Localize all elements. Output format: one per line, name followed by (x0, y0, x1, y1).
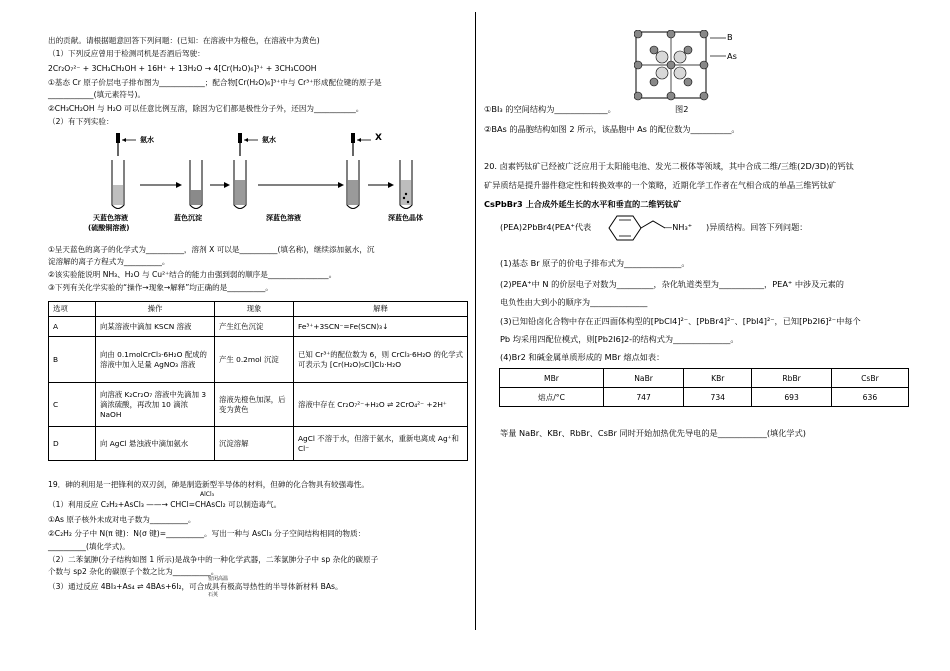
q20-part-4: (4)Br2 和碱金属单质形成的 MBr 熔点如表： (500, 352, 665, 362)
table-cell: 熔点/°C (500, 388, 604, 407)
table-cell: 向某溶液中滴加 KSCN 溶液 (96, 317, 215, 337)
fig2-label-b: B (727, 32, 733, 42)
tube-2-label: 蓝色沉淀 (174, 214, 202, 222)
table-cell: 734 (684, 388, 752, 407)
test-tube-1 (112, 160, 124, 209)
table-header: NaBr (603, 369, 683, 388)
q1-part-a-cont: ____________(填元素符号)。 (48, 90, 146, 99)
q1-title: （1）下列反应曾用于检测司机是否酒后驾驶： (48, 49, 205, 58)
q20-line-4a: (PEA)2PbBr4(PEA⁺代表 (500, 222, 592, 232)
arrow-3 (258, 182, 344, 188)
q-bas: ②BAs 的晶胞结构如图 2 所示，该晶胞中 As 的配位数为__________。 (484, 124, 740, 134)
arrow-4 (368, 182, 394, 188)
q1-part-b: ②CH₃CH₂OH 与 H₂O 可以任意比例互溶，除因为它们都是极性分子外，还因为___________。 (48, 104, 364, 113)
q19-part-1: （1）利用反应 C₂H₂+AsCl₃ ——→ CHCl=CHAsCl₂ 可以制造毒气。 (48, 500, 282, 509)
table-cell: 产生红色沉淀 (215, 317, 294, 337)
experiment-diagram (88, 130, 448, 240)
q2-part-a-cont: 淀溶解的离子方程式为__________。 (48, 257, 170, 266)
table-cell: 747 (603, 388, 683, 407)
table-cell: 向 AgCl 悬浊液中滴加氨水 (96, 427, 215, 461)
tube-1-label: 天蓝色溶液 (93, 214, 128, 222)
table-cell: 向溶液 K₂Cr₂O₇ 溶液中先滴加 3 滴浓硫酸，再改加 10 滴浓 NaOH (96, 383, 215, 427)
reagent-3-label: X (375, 133, 382, 143)
tube-3-label: 深蓝色溶液 (266, 214, 301, 222)
q19-title: 19．砷的利用是一把锋利的双刃剑，砷是制造新型半导体的材料，但砷的化合物具有较强毒性。 (48, 480, 370, 489)
mbr-header-row (500, 369, 909, 388)
q20-line-2: 矿异质结是提升器件稳定性和转换效率的一个策略，近期化学工作者在气相合成的单晶三维钙钛矿 (484, 180, 837, 190)
test-tube-3 (234, 160, 246, 209)
mbr-value-row (500, 388, 909, 407)
table-cell: 636 (831, 388, 908, 407)
q20-part-1: (1)基态 Br 原子的价电子排布式为______________。 (500, 258, 690, 268)
table-header: KBr (684, 369, 752, 388)
q20-line-1: 20. 卤素钙钛矿已经被广泛应用于太阳能电池、发光二极体等领域，其中合成二维/三维(2D/3D)的钙钛 (484, 161, 854, 171)
table-header: CsBr (831, 369, 908, 388)
reagent-2-label: 氨水 (262, 136, 276, 144)
table-cell: Fe³⁺+3SCN⁻=Fe(SCN)₃↓ (294, 317, 468, 337)
mbr-table (499, 368, 909, 407)
table-header: 解释 (294, 302, 468, 317)
q19-part-2: （2）二苯氯胂(分子结构如图 1 所示)是战争中的一种化学武器，二苯氯胂分子中 sp 杂化的碳原子 (48, 555, 379, 564)
column-divider (475, 12, 476, 630)
table-cell: AgCl 不溶于水，但溶于氨水，重新电离成 Ag⁺和 Cl⁻ (294, 427, 468, 461)
table-header: RbBr (752, 369, 832, 388)
q2-part-c: ③下列有关化学实验的“操作→现象→解释”均正确的是__________。 (48, 283, 273, 292)
q19-3-catalyst: 密闭高温 (208, 576, 229, 582)
table-cell: 已知 Cr³⁺的配位数为 6，则 CrCl₃·6H₂O 的化学式可表示为 [Cr(H₂O)₅Cl]Cl₂·H₂O (294, 337, 468, 383)
test-tube-4 (347, 160, 359, 209)
table-header-row (49, 302, 468, 317)
reagent-1-label: 氨水 (140, 136, 154, 144)
experiment-table (48, 301, 468, 461)
fig2-caption: 图2 (675, 104, 689, 114)
table-cell: 沉淀溶解 (215, 427, 294, 461)
q20-part-2-cont: 电负性由大到小的顺序为______________ (500, 297, 648, 307)
dropper-3 (351, 133, 371, 156)
table-cell: D (49, 427, 96, 461)
q19-part-1a: ①As 原子核外未成对电子数为__________。 (48, 515, 196, 524)
q2-part-a: ①呈天蓝色的离子的化学式为__________，溶剂 X 可以是__________(填名称)，继续添加氨水，沉 (48, 245, 375, 254)
table-cell: 693 (752, 388, 832, 407)
bas-crystal-cell (634, 30, 714, 102)
q2-title: （2）有下列实验： (48, 117, 114, 126)
table-header: 现象 (215, 302, 294, 317)
table-row (49, 383, 468, 427)
table-cell: 溶液中存在 Cr₂O₇²⁻+H₂O ⇌ 2CrO₄²⁻ +2H⁺ (294, 383, 468, 427)
q20-line-4b: )异质结构。回答下列问题： (706, 222, 808, 232)
table-cell: C (49, 383, 96, 427)
fig2-leader-lines (710, 34, 730, 59)
arrow-2 (210, 182, 230, 188)
q-bi3: ①BI₃ 的空间结构为_____________。 (484, 104, 616, 114)
dropper-1 (116, 133, 136, 156)
table-header: MBr (500, 369, 604, 388)
q19-part-3: （3）通过反应 4BI₃+As₄ ⇌ 4BAs+6I₂，可合成具有极高导热性的半导体新材料 BAs。 (48, 582, 343, 591)
table-cell: A (49, 317, 96, 337)
table-row (49, 337, 468, 383)
table-cell: 向由 0.1molCrCl₃·6H₂O 配成的溶液中加入足量 AgNO₃ 溶液 (96, 337, 215, 383)
test-tube-2 (190, 160, 202, 209)
q19-part-1b-cont: __________(填化学式)。 (48, 542, 130, 551)
fig2-label-as: As (727, 51, 737, 61)
q20-part-3-cont: Pb 均采用四配位模式，则[Pb2I6]2-的结构式为______________。 (500, 334, 739, 344)
arrow-1 (140, 182, 182, 188)
q20-part-2: (2)PEA⁺中 N 的价层电子对数为_________，杂化轨道类型为___________，PEA⁺ 中涉及元素的 (500, 279, 844, 289)
q1-equation: 2Cr₂O₇²⁻ + 3CH₃CH₂OH + 16H⁺ + 13H₂O → 4[Cr(H₂O)₆]³⁺ + 3CH₃COOH (48, 64, 317, 73)
q20-part-3: (3)已知铅卤化合物中存在正四面体构型的[PbCl4]²⁻、[PbBr4]²⁻、[PbI4]²⁻，已知[Pb2I6]²⁻中每个 (500, 316, 861, 326)
table-cell: B (49, 337, 96, 383)
table-cell: 溶液先橙色加深，后变为黄色 (215, 383, 294, 427)
tube-1-sublabel: (硫酸铜溶液) (88, 224, 130, 232)
table-row (49, 317, 468, 337)
q19-catalyst: AlCl₃ (200, 491, 215, 498)
table-header: 选项 (49, 302, 96, 317)
q20-part-5: 等量 NaBr、KBr、RbBr、CsBr 同时开始加热优先导电的是____________(填化学式) (500, 428, 806, 438)
tube-4-label: 深蓝色晶体 (388, 214, 423, 222)
intro-text: 出的贡献。请根据题意回答下列问题：(已知：在溶液中为橙色，在溶液中为黄色) (48, 36, 320, 45)
q1-part-a: ①基态 Cr 原子价层电子排布图为____________；配合物[Cr(H₂O)₆]³⁺中与 Cr³⁺形成配位键的原子是 (48, 78, 382, 87)
table-cell: 产生 0.2mol 沉淀 (215, 337, 294, 383)
table-header: 操作 (96, 302, 215, 317)
q19-part-1b: ②C₂H₂ 分子中 N(π 键)：N(σ 键)=__________。写出一种与 AsCl₃ 分子空间结构相同的物质： (48, 529, 366, 538)
table-row (49, 427, 468, 461)
dropper-2 (238, 133, 258, 156)
q19-part-2-cont: 个数与 sp2 杂化的碳原子个数之比为__________。 (48, 567, 219, 576)
q2-part-b: ②该实验能说明 NH₃、H₂O 与 Cu²⁺结合的能力由强到弱的顺序是________________。 (48, 270, 337, 279)
test-tube-5 (400, 160, 412, 209)
q20-line-3: CsPbBr3 上合成外延生长的水平和垂直的二维钙钛矿 (484, 199, 682, 209)
pea-amine-group: —NH₃⁺ (664, 222, 693, 232)
q19-3-catalyst-2: 石英 (208, 592, 219, 598)
